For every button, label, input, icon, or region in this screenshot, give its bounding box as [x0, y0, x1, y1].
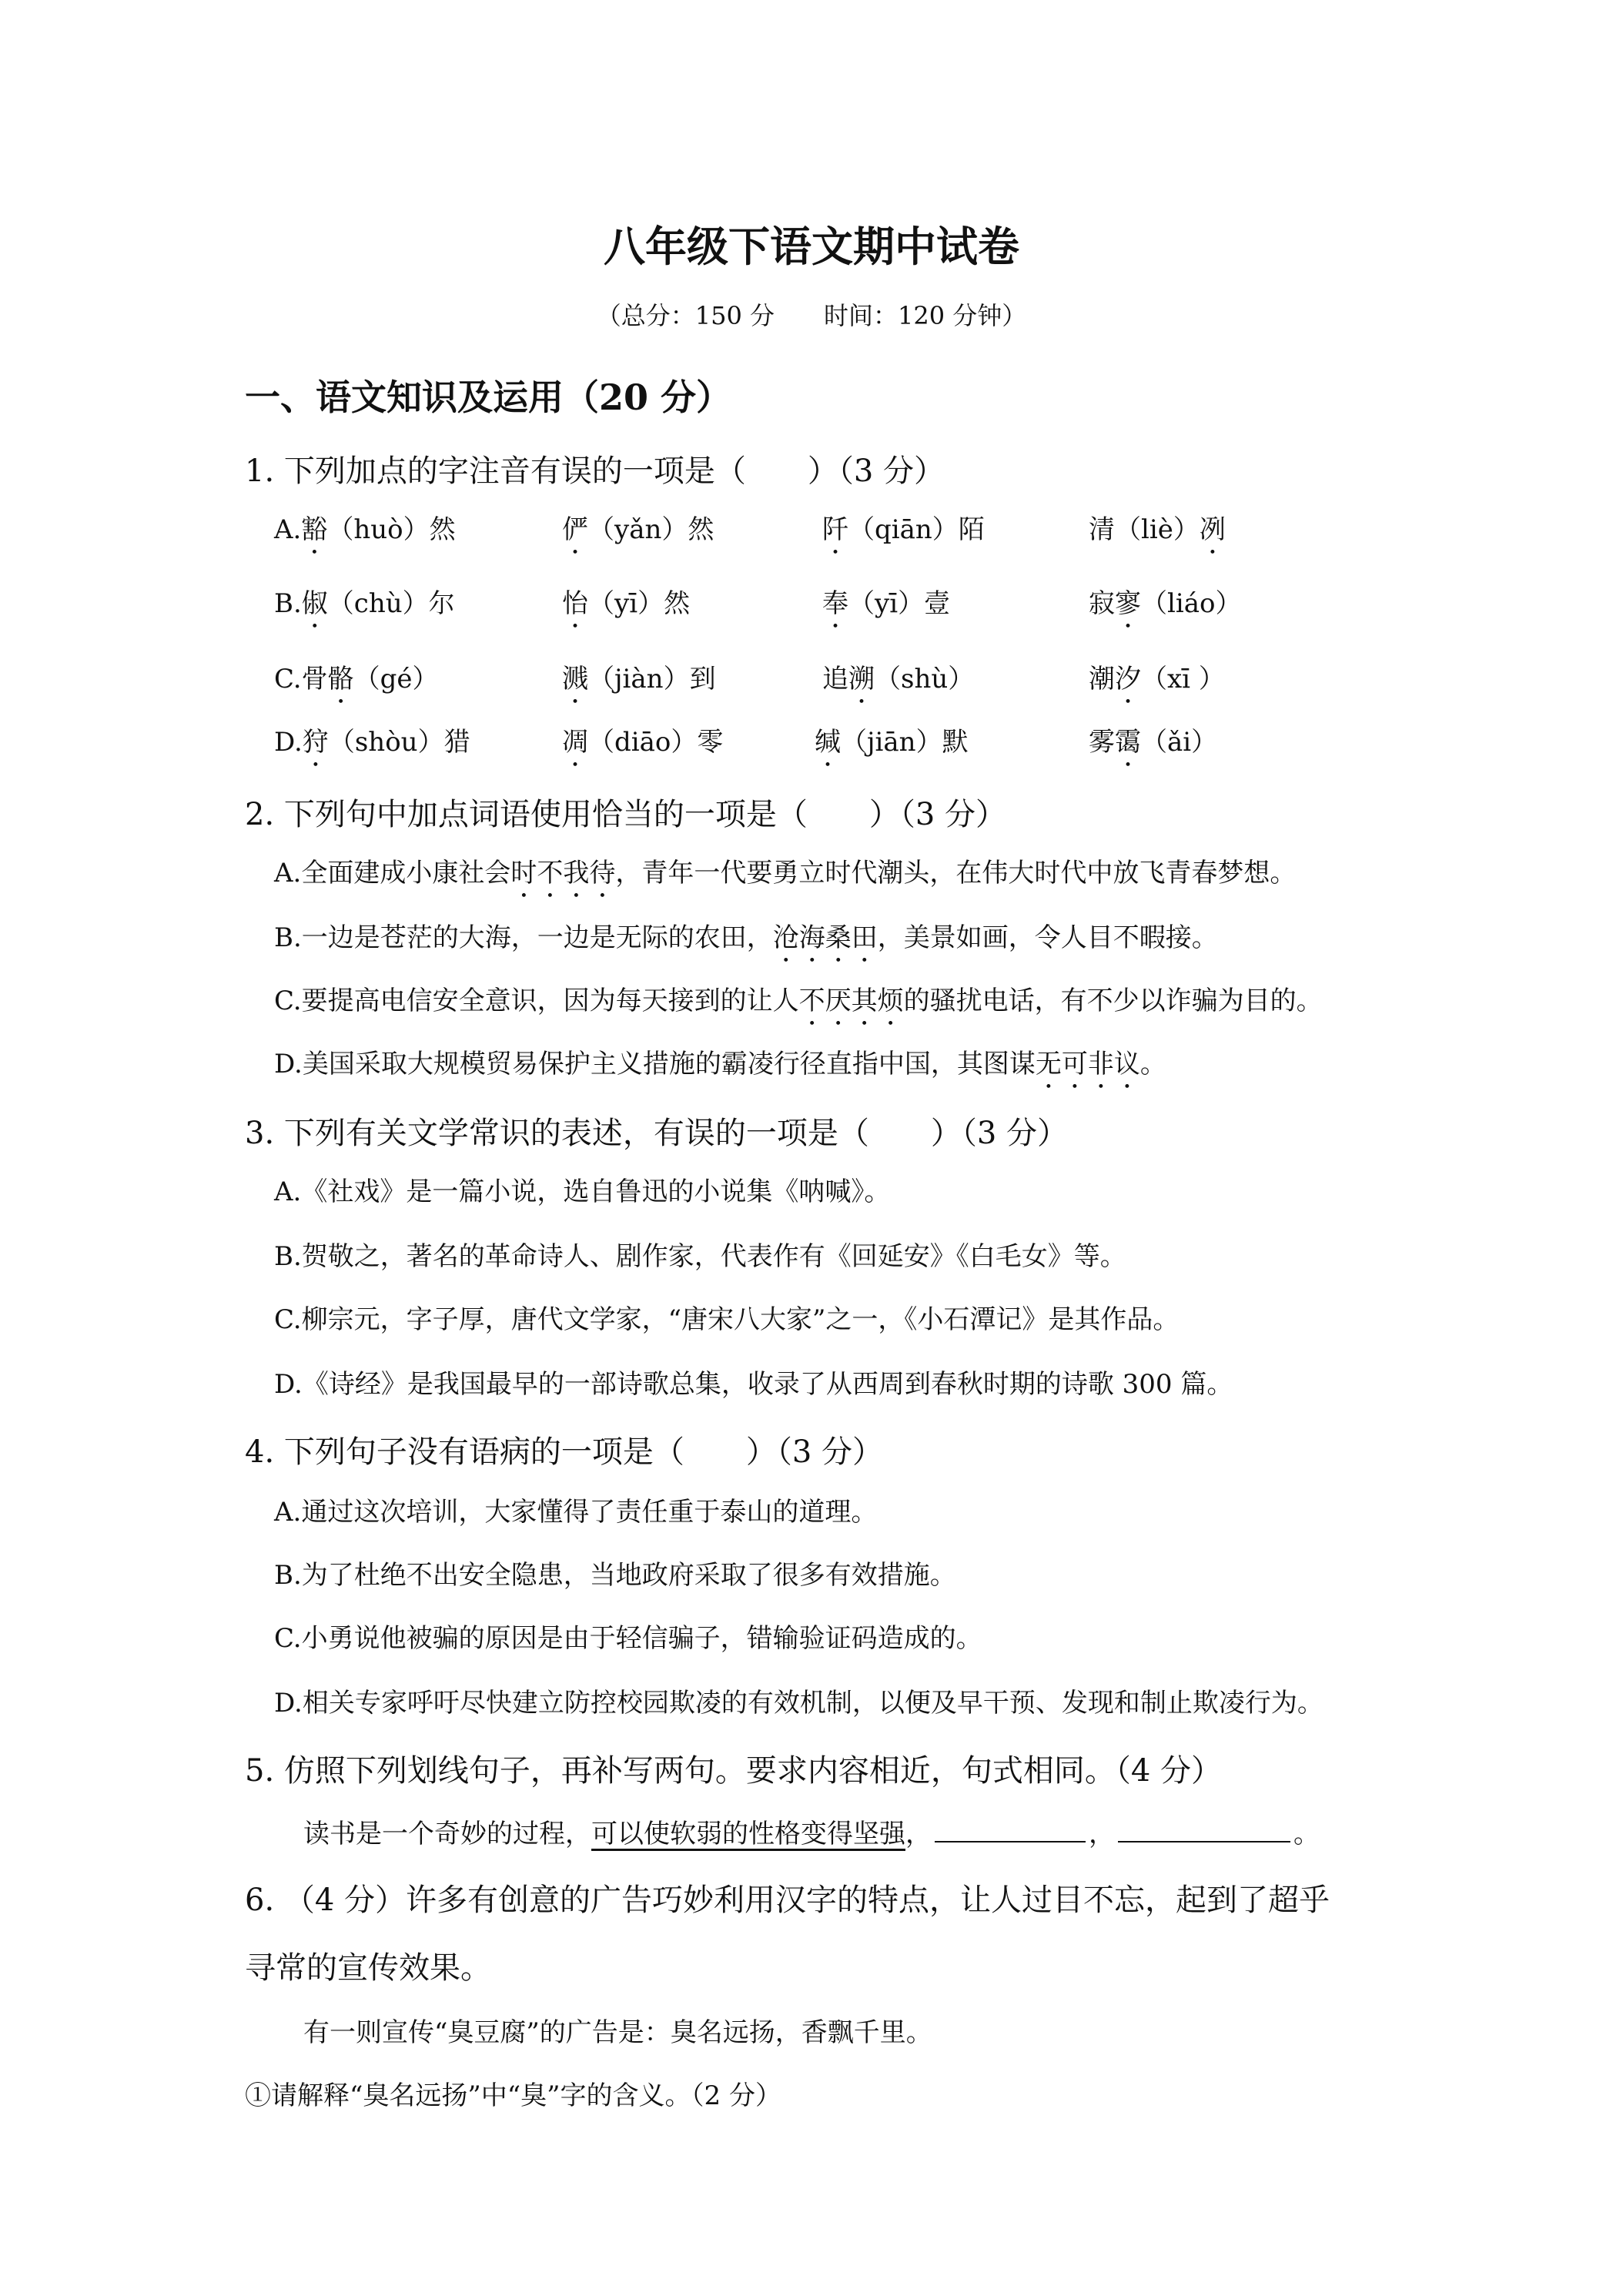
question-6-stem-line2: 寻常的宣传效果。	[245, 1950, 491, 1986]
q6-subquestion-1: ①请解释“臭名远扬”中“臭”字的含义。（2 分）	[245, 2080, 781, 2111]
q3-option-a: A.《社戏》是一篇小说，选自鲁迅的小说集《呐喊》。	[274, 1176, 891, 1207]
q1-option-d1: D.狩（shòu）猎	[274, 727, 470, 758]
q5-sentence: 读书是一个奇妙的过程，可以使软弱的性格变得坚强， ， 。	[303, 1819, 1320, 1849]
q1-option-c1: C.骨骼（gé）	[274, 664, 439, 694]
q1-option-a2: 俨（yǎn）然	[562, 514, 714, 545]
q5-underlined-phrase: 可以使软弱的性格变得坚强	[591, 1819, 905, 1849]
q2-option-c: C.要提高电信安全意识，因为每天接到的让人不厌其烦的骚扰电话，有不少以诈骗为目的。	[274, 986, 1323, 1016]
q5-answer-blank-2[interactable]	[1118, 1838, 1290, 1842]
q1-option-b4: 寂寥（liáo）	[1089, 588, 1242, 619]
q3-option-b: B.贺敬之，著名的革命诗人、剧作家，代表作有《回延安》《白毛女》等。	[274, 1241, 1126, 1272]
exam-info: （总分：150 分 时间：120 分钟）	[596, 301, 1027, 330]
q2-option-b: B.一边是苍茫的大海，一边是无际的农田，沧海桑田，美景如画，令人目不暇接。	[274, 922, 1218, 953]
q1-option-d4: 雾霭（ǎi）	[1089, 727, 1218, 758]
q4-option-c: C.小勇说他被骗的原因是由于轻信骗子，错输验证码造成的。	[274, 1623, 982, 1654]
page-title: 八年级下语文期中试卷	[604, 222, 1019, 271]
question-1-stem: 1. 下列加点的字注音有误的一项是（ ）（3 分）	[245, 454, 945, 489]
q1-option-b3: 奉（yī）壹	[822, 588, 951, 619]
q4-option-d: D.相关专家呼吁尽快建立防控校园欺凌的有效机制，以便及早干预、发现和制止欺凌行为。	[274, 1688, 1323, 1719]
q1-option-a4: 清（liè）冽	[1089, 514, 1226, 545]
q1-option-d3: 缄（jiān）默	[815, 727, 969, 758]
q3-option-c: C.柳宗元，字子厚，唐代文学家，“唐宋八大家”之一，《小石潭记》是其作品。	[274, 1304, 1180, 1335]
question-4-stem: 4. 下列句子没有语病的一项是（ ）（3 分）	[245, 1434, 884, 1470]
q4-option-b: B.为了杜绝不出安全隐患，当地政府采取了很多有效措施。	[274, 1560, 956, 1591]
q5-answer-blank-1[interactable]	[935, 1838, 1086, 1842]
q3-option-d: D.《诗经》是我国最早的一部诗歌总集，收录了从西周到春秋时期的诗歌 300 篇。	[274, 1369, 1233, 1400]
q4-option-a: A.通过这次培训，大家懂得了责任重于泰山的道理。	[274, 1497, 878, 1528]
question-6-stem-line1: 6. （4 分）许多有创意的广告巧妙利用汉字的特点，让人过目不忘，起到了超乎	[245, 1883, 1330, 1918]
q1-option-a1: A.豁（huò）然	[274, 514, 456, 545]
q1-option-b2: 怡（yī）然	[562, 588, 691, 619]
question-2-stem: 2. 下列句中加点词语使用恰当的一项是（ ）（3 分）	[245, 797, 1007, 832]
q6-paragraph: 有一则宣传“臭豆腐”的广告是：臭名远扬，香飘千里。	[303, 2017, 932, 2048]
q1-option-c2: 溅（jiàn）到	[562, 664, 716, 694]
q2-option-a: A.全面建成小康社会时不我待，青年一代要勇立时代潮头，在伟大时代中放飞青春梦想。	[274, 858, 1297, 889]
q1-option-c3: 追溯（shù）	[822, 664, 975, 694]
section-heading: 一、语文知识及运用（20 分）	[245, 377, 732, 418]
q2-option-d: D.美国采取大规模贸易保护主义措施的霸凌行径直指中国，其图谋无可非议。	[274, 1049, 1166, 1079]
q1-option-c4: 潮汐（xī ）	[1089, 664, 1225, 694]
question-3-stem: 3. 下列有关文学常识的表述，有误的一项是（ ）（3 分）	[245, 1116, 1069, 1151]
q1-option-b1: B.俶（chù）尔	[274, 588, 455, 619]
q1-option-d2: 凋（diāo）零	[562, 727, 724, 758]
q1-option-a3: 阡（qiān）陌	[822, 514, 985, 545]
question-5-stem: 5. 仿照下列划线句子，再补写两句。要求内容相近，句式相同。（4 分）	[245, 1753, 1223, 1789]
